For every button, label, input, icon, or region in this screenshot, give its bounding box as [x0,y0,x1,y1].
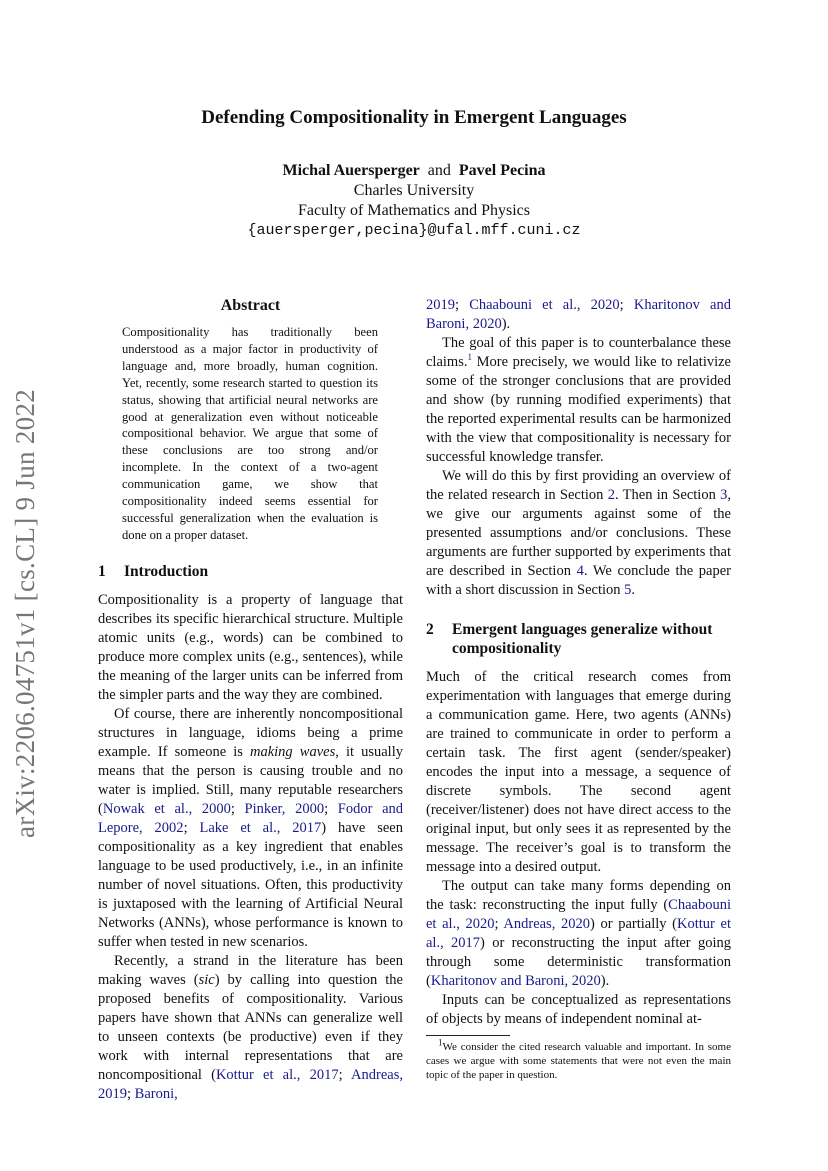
affiliation: Charles University [353,182,475,199]
emphasis: sic [198,971,215,988]
paragraph: We will do this by first providing an overview of the related research in Section 2. Then in Section 3, we give our arguments against some of the presented assumptions and/or conclusions. These arguments are further supported by experiments that are described in Section 4. We conclude the paper with a short discussion in Section 5. [426,468,732,598]
author-name: Pavel Pecina [458,162,546,179]
section-number: 1 [98,562,106,580]
author-email: {auersperger,pecina}@ufal.mff.cuni.cz [247,222,581,239]
paper-title: Defending Compositionality in Emergent Languages [201,107,627,128]
author-and: and [427,162,451,179]
abstract-text: Compositionality has traditionally been understood as a major factor in productivity of language and, more broadly, human cognition. Yet, recently, some research started to question its status, showing that artificial neural networks are good at generalization even without noticeable compositional behavior. We argue that some of these conclusions are too strong and/or incomplete. In the context of a two-agent communication game, we show that compositionality indeed seems essential for successful generalization when the evaluation is done on a proper dataset. [122,325,378,542]
paragraph: Inputs can be conceptualized as representations of objects by means of independent nominal at- [426,992,731,1027]
footnote-mark: 1 [438,1037,443,1048]
citation-link[interactable]: Kottur et al., 2017 [215,1066,339,1083]
citation-link[interactable]: Kharitonov and Baroni, 2020 [430,973,601,989]
paragraph: The output can take many forms depending on the task: reconstructing the input fully (Chaabouni et al., 2020; Andreas, 2020) or partially (Kottur et al., 2017) or reconstructing the input after going through some deterministic transformation (Kharitonov and Baroni, 2020). [426,878,731,989]
citation-link[interactable]: Lake et al., 2017 [199,819,322,836]
abstract-heading: Abstract [220,297,281,314]
citation-link[interactable]: Pinker, 2000 [244,800,325,817]
citation-link[interactable]: Andreas, 2020 [503,916,590,932]
footnote-text: We consider the cited research valuable and important. In some cases we argue with some statements that were not even the main topic of the paper in question. [426,1041,731,1081]
citation-link[interactable]: 2019 [426,297,455,313]
citation-link[interactable]: Chaabouni et al., 2020 [469,297,620,313]
footnote-marker-link[interactable]: 1 [467,352,472,363]
citation-link[interactable]: Fodor and Lepore, 2002 [98,800,404,836]
section-ref-link[interactable]: 4 [576,563,584,579]
left-column [98,296,403,1104]
right-column [426,296,731,1082]
footnote [426,1037,731,1082]
section-ref-link[interactable]: 5 [624,582,632,598]
section-ref-link[interactable]: 2 [607,487,615,503]
citation-link[interactable]: Andreas, 2019 [98,1066,403,1102]
author-block [0,161,828,241]
paragraph: 2019; Chaabouni et al., 2020; Kharitonov and Baroni, 2020). [426,297,731,332]
paragraph: The goal of this paper is to counterbalance these claims.$^1$ More precisely, we would like to relativize some of the stronger conclusions that are provided and show (by running modified experiments) that the reported experimental results can be harmonized with the view that compositionality is necessary for successful knowledge transfer. [426,335,731,465]
citation-link[interactable]: Chaabouni et al., 2020 [426,897,731,932]
paragraph: Of course, there are inherently noncompositional structures in language, idioms being a prime example. If someone is making waves, it usually means that the person is causing trouble and no water is implied. Still, many reputable researchers (Nowak et al., 2000; Pinker, 2000; Fodor and Lepore, 2002; Lake et al., 2017) have seen compositionality as a key ingredient that enables language to be used productively, i.e., in an infinite number of novel situations. Often, this productivity is juxtaposed with the learning of Artificial Neural Networks (ANNs), whose performance is known to suffer when tested in new scenarios. [98,705,404,950]
citation-link[interactable]: Nowak et al., 2000 [102,800,231,817]
citation-link[interactable]: Baroni, [134,1085,178,1102]
section-number: 2 [426,621,434,638]
paragraph: Compositionality is a property of language that describes its specific hierarchical structure. Multiple atomic units (e.g., words) can be combined to produce more complex units (e.g., sentences), while the meaning of the larger units can be inferred from the simpler parts and the way they are combined. [98,591,403,703]
footnote-divider [426,1035,510,1036]
affiliation: Faculty of Mathematics and Physics [298,202,530,219]
section-heading [98,562,403,581]
citation-link[interactable]: Kottur et al., 2017 [426,916,731,951]
section-heading [426,620,731,658]
author-line [0,161,828,181]
section-ref-link[interactable]: 3 [720,487,728,503]
paragraph: Recently, a strand in the literature has been making waves (sic) by calling into question the proposed benefits of compositionality. Various papers have shown that ANNs can generalize well to unseen contexts (be productive) even if they work with internal representations that are noncompositional (Kottur et al., 2017; Andreas, 2019; Baroni, [98,952,403,1102]
emphasis: making waves [250,743,336,760]
section-title: Emergent languages generalize without compositionality [452,621,713,657]
author-name: Michal Auersperger [282,162,420,179]
paragraph: Much of the critical research comes from experimentation with languages that emerge during a communication game. Here, two agents (ANNs) are trained to communicate in order to perform a certain task. The first agent (sender/speaker) encodes the input into a message, a sequence of discrete symbols. The second agent (receiver/listener) does not have direct access to the original input, but only sees it as represented by the message. The receiver’s goal is to transform the message into a desired output. [426,669,731,875]
section-title: Introduction [124,562,209,580]
arxiv-identifier: arXiv:2206.04751v1 [cs.CL] 9 Jun 2022 [10,388,40,838]
citation-link[interactable]: Kharitonov and Baroni, 2020 [426,297,731,332]
